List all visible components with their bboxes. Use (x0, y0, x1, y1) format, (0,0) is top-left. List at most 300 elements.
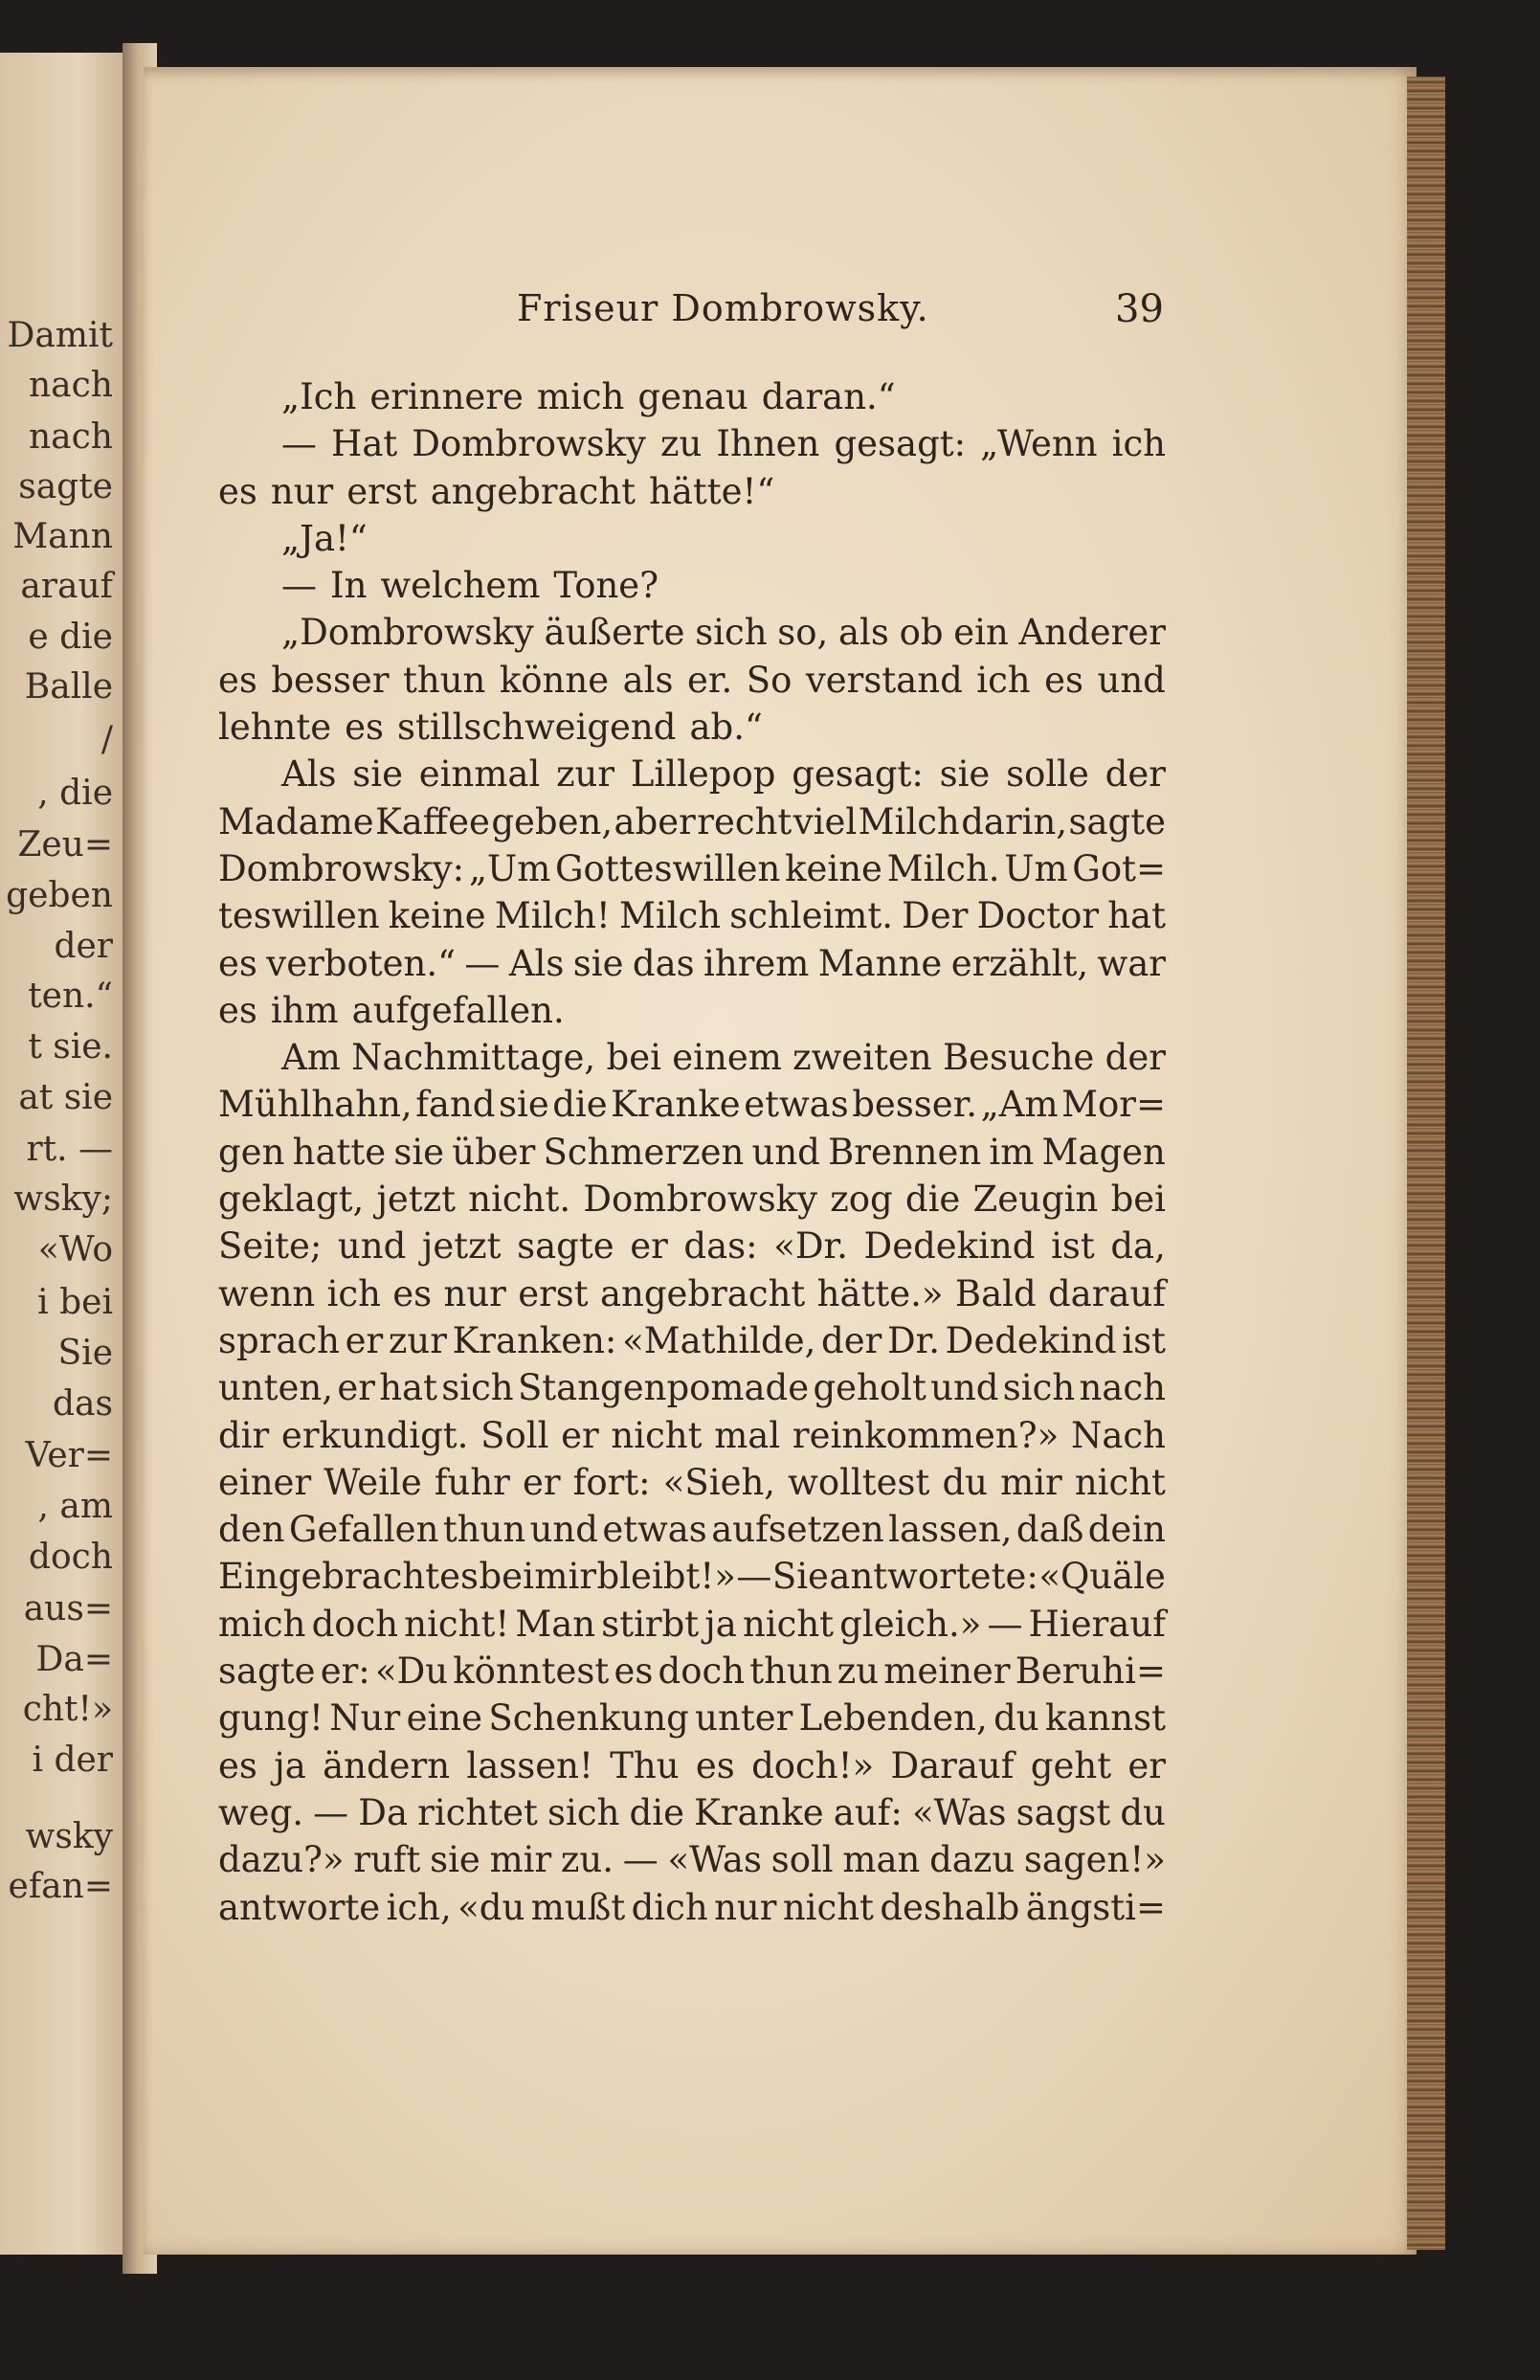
word: ich (326, 1272, 381, 1314)
word: fort: (572, 1461, 651, 1503)
word: Anderer (1018, 612, 1166, 654)
word: er: (320, 1650, 370, 1693)
word: sich (441, 1367, 514, 1409)
word: unter (695, 1697, 793, 1740)
word: «du (458, 1886, 525, 1928)
word: Dombrowsky (412, 423, 646, 465)
word: sie (572, 942, 624, 984)
text-line (218, 1553, 1166, 1600)
word: gen (218, 1131, 285, 1173)
word: das: (683, 1225, 758, 1268)
word: bei (606, 1037, 661, 1079)
left-page-fragment: i bei (37, 1283, 113, 1322)
word: er (561, 1414, 599, 1456)
text-line (218, 1742, 1166, 1789)
word: ihm (270, 989, 339, 1031)
word: Als (508, 942, 565, 984)
word: verboten.“ (266, 942, 457, 984)
word: stirbt (601, 1603, 700, 1645)
word: dich (631, 1886, 708, 1928)
left-page-fragment: efan= (8, 1867, 113, 1906)
text-line (218, 373, 1166, 420)
word: sagen!» (1023, 1839, 1166, 1881)
word: Soll (480, 1414, 549, 1456)
word: darin, (961, 800, 1068, 842)
word: So (746, 659, 792, 701)
word: ein (953, 612, 1009, 654)
word: der (1105, 753, 1166, 796)
text-line (218, 1270, 1166, 1317)
word: nicht (611, 1414, 703, 1456)
word: Doctor (976, 895, 1100, 937)
word: Madame (218, 800, 374, 842)
word: nicht (782, 1886, 874, 1928)
word: bei (479, 1556, 534, 1598)
word: sagte (517, 1225, 614, 1268)
text-line (218, 845, 1166, 892)
word: sagte (218, 1650, 316, 1693)
word: — (622, 1839, 658, 1881)
word: Hat (331, 423, 398, 465)
text-line (218, 1695, 1166, 1741)
word: er (630, 1225, 668, 1268)
text-line (218, 987, 1166, 1034)
word: Am (281, 1037, 341, 1079)
text-line (218, 515, 1166, 562)
word: du (993, 1697, 1039, 1740)
word: einmal (418, 753, 541, 796)
word: angebracht (599, 1272, 806, 1314)
word: wolltest (788, 1461, 930, 1503)
word: verstand (805, 659, 963, 701)
word: als (622, 659, 674, 701)
word: schleimt. (729, 895, 894, 937)
word: so, (777, 612, 829, 654)
word: es (1044, 659, 1084, 701)
word: könne (499, 659, 610, 701)
word: die (629, 1791, 684, 1833)
word: teswillen (218, 895, 380, 937)
word: es (218, 989, 257, 1031)
word: fuhr (434, 1461, 510, 1503)
word: aber (614, 800, 696, 842)
text-line (218, 1648, 1166, 1695)
word: man (842, 1839, 921, 1881)
word: keine (785, 847, 882, 889)
text-line (218, 1176, 1166, 1223)
word: zur (388, 1319, 447, 1361)
word: zu (837, 1650, 880, 1693)
word: jetzt (421, 1225, 502, 1268)
word: Kranke (611, 1084, 741, 1126)
word: zur (556, 753, 615, 796)
left-page-fragment: arauf (20, 567, 113, 606)
word: meiner (883, 1650, 1011, 1693)
left-page-fragment: Balle (24, 667, 113, 707)
word: lassen, (888, 1509, 1013, 1551)
word: angebracht (430, 470, 636, 512)
word: auf: (833, 1791, 903, 1833)
left-page-fragment: cht!» (22, 1690, 113, 1729)
word: er (522, 1461, 561, 1503)
word: der (1105, 1037, 1166, 1079)
word: «Was (667, 1839, 762, 1881)
word: Gotteswillen (555, 847, 781, 889)
word: über (452, 1131, 536, 1173)
word: — (281, 423, 317, 465)
left-page-fragment: e die (28, 617, 113, 657)
word: darauf (1047, 1272, 1166, 1314)
word: mußt (530, 1886, 626, 1928)
word: nur (714, 1886, 777, 1928)
left-page-fragment: , die (37, 774, 113, 813)
word: „Ich (281, 376, 357, 417)
word: und (751, 1131, 820, 1173)
left-page-fragment: aus= (23, 1589, 113, 1628)
word: es (218, 470, 257, 512)
word: Eingebrachtes (218, 1556, 479, 1598)
word: nach (1079, 1367, 1166, 1409)
word: ihrem (703, 942, 810, 984)
text-line (218, 1223, 1166, 1269)
text-line (218, 1412, 1166, 1459)
word: eine (406, 1697, 483, 1740)
word: du (1120, 1791, 1166, 1833)
word: sie (430, 1839, 480, 1881)
left-page-fragment: Da= (35, 1640, 113, 1679)
word: doch!» (751, 1744, 875, 1786)
word: es (695, 1744, 735, 1786)
word: hätte!“ (649, 470, 775, 512)
word: doch (311, 1603, 399, 1645)
word: Nachmittage, (351, 1037, 596, 1079)
left-page-fragment: ten.“ (28, 977, 113, 1016)
word: und (1097, 659, 1166, 701)
word: hatte (292, 1131, 387, 1173)
word: — (281, 565, 317, 607)
word: Stangenpomade (517, 1367, 810, 1409)
word: unten, (218, 1367, 334, 1409)
word: den (218, 1509, 285, 1551)
running-head (144, 287, 1417, 345)
word: im (989, 1131, 1035, 1173)
word: erkundigt. (280, 1414, 469, 1456)
word: antwortete: (829, 1556, 1038, 1598)
word: es (614, 1650, 654, 1693)
word: etwas (744, 1084, 849, 1126)
text-line (218, 609, 1166, 656)
text-line (218, 751, 1166, 797)
word: mir (489, 1839, 552, 1881)
word: nur (443, 1272, 506, 1314)
word: ich (1111, 423, 1166, 465)
word: sich (1002, 1367, 1076, 1409)
word: einem (672, 1037, 782, 1079)
word: zu (660, 423, 703, 465)
left-page-fragment: t sie. (28, 1027, 113, 1067)
word: Zeugin (972, 1179, 1099, 1221)
left-page-fragment: i der (32, 1740, 113, 1780)
word: welchem (380, 565, 541, 607)
left-page-fragment: Ver= (25, 1436, 113, 1475)
word: gung! (218, 1697, 324, 1740)
left-page-fragment: wsky; (13, 1179, 113, 1219)
word: Um (1004, 847, 1068, 889)
word: Bald (954, 1272, 1037, 1314)
word: Dedekind (945, 1319, 1117, 1361)
word: doch (658, 1650, 746, 1693)
word: reinkommen?» (792, 1414, 1060, 1456)
word: erinnere (369, 376, 524, 417)
word: «Was (912, 1791, 1007, 1833)
word: antworte (218, 1886, 381, 1928)
left-page-fragment: Sie (57, 1334, 113, 1373)
word: besser (271, 659, 390, 701)
word: sagte (1068, 800, 1166, 842)
left-page-fragment: nach (29, 417, 113, 457)
word: richtet (417, 1791, 538, 1833)
word: thun (442, 1509, 526, 1551)
word: dazu (929, 1839, 1016, 1881)
word: Got= (1072, 847, 1166, 889)
word: „Dombrowsky (281, 612, 534, 654)
word: und (337, 1225, 407, 1268)
word: gleich.» (839, 1603, 982, 1645)
word: Gefallen (288, 1509, 439, 1551)
word: ängsti= (1025, 1886, 1166, 1928)
word: ich, (386, 1886, 452, 1928)
word: dazu?» (218, 1839, 345, 1881)
word: thun (749, 1650, 833, 1693)
word: «Du (374, 1650, 449, 1693)
left-page-fragment: nach (29, 366, 113, 405)
word: zu. (560, 1839, 614, 1881)
text-line (218, 1081, 1166, 1128)
left-page-fragment: / (100, 720, 113, 759)
word: dir (218, 1414, 270, 1456)
word: sie (393, 1131, 445, 1173)
word: recht (697, 800, 792, 842)
word: sich (547, 1791, 620, 1833)
left-page-fragment: der (54, 927, 113, 966)
left-page-fragment: Damit (7, 316, 113, 355)
word: sprach (218, 1319, 340, 1361)
text-line (218, 420, 1166, 467)
word: ändern (323, 1744, 451, 1786)
word: er. (686, 659, 733, 701)
word: geholt (813, 1367, 926, 1409)
word: und (529, 1509, 598, 1551)
word: ich (976, 659, 1031, 701)
word: ob (899, 612, 944, 654)
text-line (218, 1506, 1166, 1553)
word: «Quäle (1038, 1556, 1166, 1598)
word: Kaffee (375, 800, 490, 842)
word: etwas (602, 1509, 707, 1551)
left-page-fragment: wsky (25, 1817, 113, 1856)
running-title: Friseur Dombrowsky. (517, 287, 929, 329)
word: sich (695, 612, 768, 654)
word: erst (518, 1272, 589, 1314)
word: Schenkung (488, 1697, 689, 1740)
word: erzählt, (950, 942, 1089, 984)
word: lehnte (218, 707, 332, 749)
word: Milch (858, 800, 960, 842)
word: fand (415, 1084, 496, 1126)
word: das (632, 942, 695, 984)
word: — (987, 1603, 1023, 1645)
word: hat (379, 1367, 437, 1409)
word: Seite; (218, 1225, 323, 1268)
word: Dombrowsky: (218, 847, 465, 889)
word: Milch (618, 895, 722, 937)
word: es (218, 659, 257, 701)
word: sie (352, 753, 404, 796)
word: nicht (742, 1603, 835, 1645)
word: es (392, 1272, 433, 1314)
word: bei (1110, 1179, 1166, 1221)
word: Milch. (886, 847, 1000, 889)
word: es (345, 707, 385, 749)
word: Brennen (828, 1131, 982, 1173)
word: du (942, 1461, 989, 1503)
text-line (218, 798, 1166, 845)
word: gesagt: (834, 423, 967, 465)
word: weg. (218, 1791, 304, 1833)
word: viel (792, 800, 858, 842)
word: sagst (1016, 1791, 1111, 1833)
word: daß (1016, 1509, 1084, 1551)
word: zweiten (792, 1037, 932, 1079)
word: Dr. (886, 1319, 941, 1361)
word: er (345, 1319, 384, 1361)
word: solle (1006, 753, 1089, 796)
page-number: 39 (1115, 287, 1164, 331)
word: mich (536, 376, 625, 417)
word: daran.“ (761, 376, 896, 417)
word: geben, (491, 800, 614, 842)
word: Hierauf (1028, 1603, 1166, 1645)
text-line (218, 1364, 1166, 1411)
word: die (904, 1179, 961, 1221)
word: war (1097, 942, 1166, 984)
word: äußerte (544, 612, 685, 654)
word: einer (218, 1461, 312, 1503)
left-page-fragment: «Wo (37, 1230, 113, 1269)
word: „Am (980, 1084, 1059, 1126)
word: sie (939, 753, 991, 796)
body-text (218, 373, 1166, 1931)
text-line (218, 468, 1166, 515)
word: thun (403, 659, 486, 701)
text-line (218, 1601, 1166, 1648)
text-line (218, 1459, 1166, 1506)
word: ab.“ (689, 707, 763, 749)
word: Lebenden, (798, 1697, 988, 1740)
word: Als (281, 753, 337, 796)
word: die (552, 1084, 608, 1126)
word: nicht (1074, 1461, 1166, 1503)
word: Schmerzen (543, 1131, 745, 1173)
word: Man (515, 1603, 596, 1645)
word: Thu (610, 1744, 680, 1786)
word: nicht! (404, 1603, 510, 1645)
word: aufsetzen (711, 1509, 884, 1551)
word: soll (770, 1839, 834, 1881)
word: Besuche (942, 1037, 1095, 1079)
word: und (930, 1367, 999, 1409)
word: jetzt (376, 1179, 457, 1221)
word: hätte.» (816, 1272, 944, 1314)
word: er (337, 1367, 375, 1409)
word: geht (1030, 1744, 1112, 1786)
word: aufgefallen. (351, 989, 565, 1031)
word: mir (534, 1556, 597, 1598)
word: wenn (218, 1272, 316, 1314)
word: Da (358, 1791, 409, 1833)
word: mal (714, 1414, 781, 1456)
word: Der (902, 895, 969, 937)
word: hat (1107, 895, 1166, 937)
word: ist (1051, 1225, 1095, 1268)
text-line (218, 704, 1166, 751)
text-line (218, 1789, 1166, 1836)
word: er (1127, 1744, 1166, 1786)
word: Weile (324, 1461, 422, 1503)
word: erst (346, 470, 417, 512)
word: Magen (1041, 1131, 1166, 1173)
word: Dedekind (863, 1225, 1036, 1268)
word: „Wenn (980, 423, 1098, 465)
word: «Mathilde, (622, 1319, 816, 1361)
word: „Um (468, 847, 551, 889)
word: Kranken: (452, 1319, 617, 1361)
word: Sie (771, 1556, 829, 1598)
word: mich (218, 1603, 306, 1645)
word: genau (637, 376, 748, 417)
left-page-fragment: geben (6, 876, 113, 915)
word: bleibt!» (596, 1556, 736, 1598)
word: gesagt: (792, 753, 924, 796)
left-page-fragment: das (53, 1384, 113, 1424)
text-line (218, 892, 1166, 939)
word: Tone? (553, 565, 659, 607)
word: Dombrowsky (583, 1179, 817, 1221)
word: Lillepop (630, 753, 776, 796)
word: ja (704, 1603, 737, 1645)
word: der (821, 1319, 882, 1361)
word: geklagt, (218, 1179, 365, 1221)
previous-page-edge (0, 53, 134, 2255)
word: Nach (1070, 1414, 1166, 1456)
left-page-fragment: at sie (18, 1078, 113, 1117)
word: In (330, 565, 368, 607)
word: mir (1000, 1461, 1062, 1503)
word: «Dr. (773, 1225, 848, 1268)
word: ist (1122, 1319, 1166, 1361)
left-page-fragment: sagte (18, 467, 113, 506)
word: ruft (353, 1839, 421, 1881)
left-page-fragment: doch (28, 1538, 113, 1577)
text-line (218, 1129, 1166, 1176)
word: Milch! (494, 895, 611, 937)
word: — (736, 1556, 772, 1598)
word: nur (270, 470, 334, 512)
word: besser. (852, 1084, 978, 1126)
text-line (218, 1836, 1166, 1883)
word: — (313, 1791, 349, 1833)
word: zog (830, 1179, 893, 1221)
